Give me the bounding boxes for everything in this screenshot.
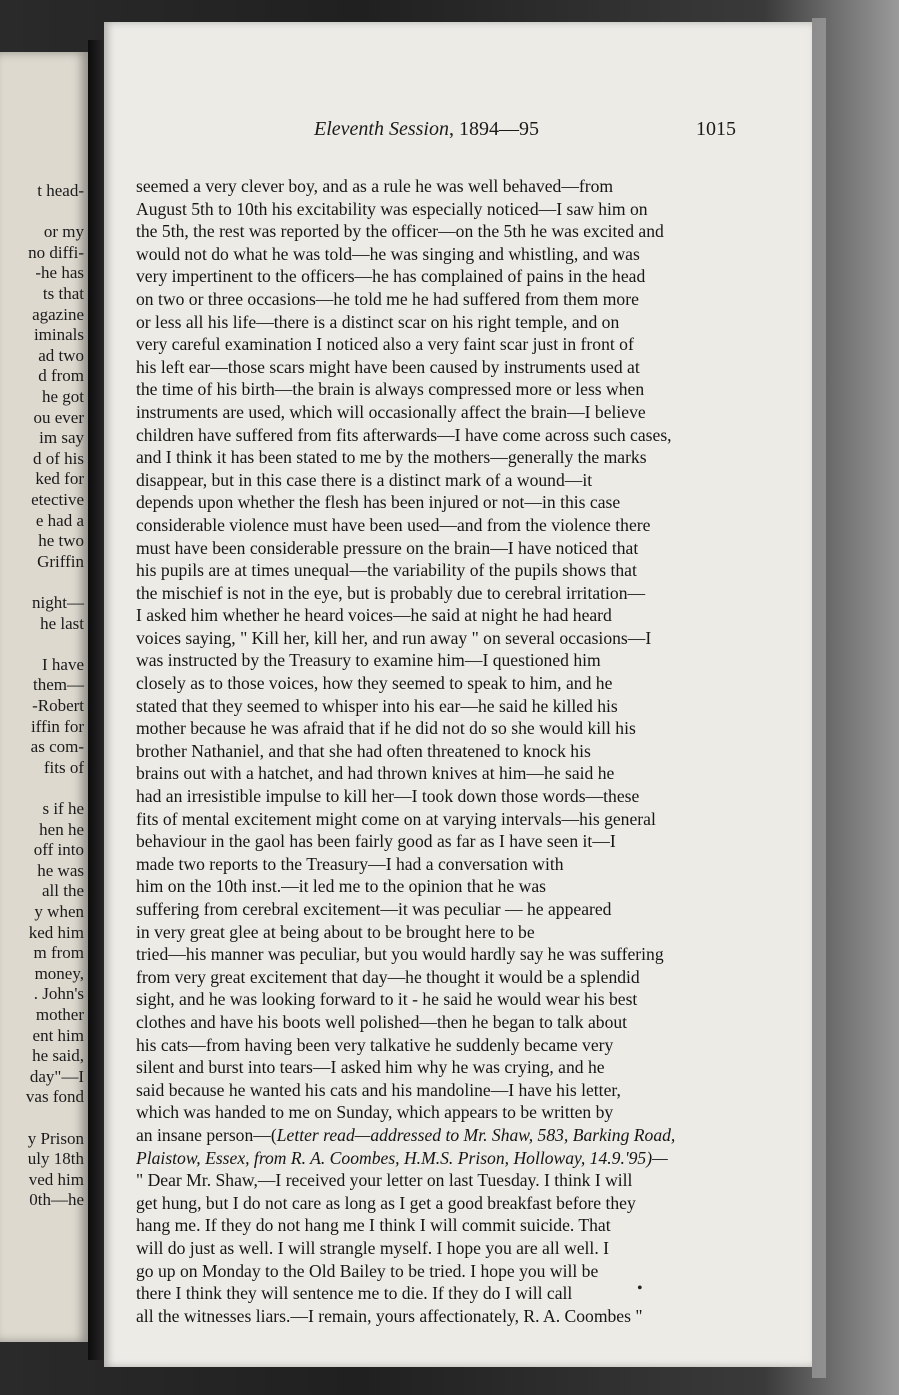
left-page-line: agazine — [32, 304, 84, 324]
text-line: would not do what he was told—he was singing and whistling, and was — [136, 243, 640, 264]
left-page-line: or my — [43, 222, 84, 242]
left-page-line: y Prison — [27, 1128, 84, 1148]
left-page-line: iminals — [33, 325, 84, 345]
text-line: very careful examination I noticed also a very faint scar just in front of — [136, 334, 634, 355]
left-page-line: as com- — [30, 737, 84, 757]
text-line: was instructed by the Treasury to examine him—I questioned him — [136, 650, 601, 671]
left-page-line: I have — [41, 654, 84, 674]
left-page-line: he was — [37, 860, 84, 880]
left-page-line: he said, — [32, 1046, 84, 1066]
text-line: on two or three occasions—he told me he had suffered from them more — [136, 288, 639, 309]
left-page-line: mother — [35, 1005, 84, 1024]
text-line: his cats—from having been very talkative he suddenly became very — [136, 1034, 614, 1055]
text-line: the 5th, the rest was reported by the officer—on the 5th he was excited and — [136, 221, 664, 242]
left-page-line: y when — [34, 902, 84, 921]
left-page-line: etective — [31, 490, 84, 509]
text-line: the mischief is not in the eye, but is probably due to cerebral irritation— — [136, 582, 646, 603]
text-line: and I think it has been stated to me by the mothers—generally the marks — [136, 447, 647, 468]
text-line: I asked him whether he heard voices—he said at night he had heard — [136, 605, 612, 626]
left-page-line: Griffin — [37, 551, 84, 571]
left-page-line: s if he — [42, 799, 84, 818]
text-line: instruments are used, which will occasionally affect the brain—I believe — [136, 401, 646, 422]
left-page-line: m from — [33, 943, 84, 963]
text-line: said because he wanted his cats and his mandoline—I have his letter, — [136, 1079, 621, 1100]
text-line: depends upon whether the flesh has been injured or not—in this case — [136, 492, 621, 513]
text-line: seemed a very clever boy, and as a rule he was well behaved—from — [136, 176, 614, 196]
text-line: behaviour in the gaol has been fairly good as far as I have seen it—I — [136, 831, 616, 852]
text-line: an insane person—(Letter read—addressed to Mr. Shaw, 583, Barking Road, — [136, 1124, 676, 1145]
page-number: 1015 — [696, 118, 736, 140]
text-line: go up on Monday to the Old Bailey to be tried. I hope you will be — [136, 1260, 599, 1281]
text-line: must have been considerable pressure on the brain—I have noticed that — [136, 537, 639, 558]
left-page-line: vas fond — [25, 1087, 84, 1107]
left-page-line: ent him — [32, 1025, 84, 1045]
left-page-fragment — [0, 52, 88, 1342]
text-line: will do just as well. I will strangle myself. I hope you are all well. I — [136, 1237, 609, 1258]
left-page-line: im say — [39, 428, 84, 448]
left-page-line: -Robert — [32, 696, 84, 715]
left-page-line: iffin for — [30, 716, 84, 736]
text-line: sight, and he was looking forward to it - he said he would wear his best — [136, 989, 638, 1010]
bottom-mark: • — [637, 1280, 643, 1297]
text-line: closely as to those voices, how they seemed to speak to him, and he — [136, 673, 613, 694]
text-line: the time of his birth—the brain is always compressed more or less when — [136, 379, 645, 400]
left-page-line: ved him — [28, 1169, 84, 1189]
text-line: disappear, but in this case there is a distinct mark of a wound—it — [136, 469, 593, 490]
session-years: , 1894—95 — [448, 118, 539, 140]
text-line: his left ear—those scars might have been caused by instruments used at — [136, 356, 640, 377]
text-line: brother Nathaniel, and that she had often threatened to knock his — [136, 740, 591, 761]
left-page-line: he two — [38, 531, 84, 551]
left-page-line: night— — [32, 593, 84, 612]
left-page-line: hen he — [39, 819, 84, 839]
text-line: his pupils are at times unequal—the variability of the pupils shows that — [136, 560, 637, 581]
text-line: hang me. If they do not hang me I think I will commit suicide. That — [136, 1215, 611, 1236]
text-line: suffering from cerebral excitement—it was peculiar — he appeared — [136, 899, 612, 919]
left-page-line: ts that — [42, 284, 84, 303]
left-page-line: 0th—he — [29, 1190, 84, 1210]
text-line: get hung, but I do not care as long as I get a good breakfast before they — [136, 1192, 636, 1213]
left-page-line: e had a — [35, 510, 84, 530]
text-line: very impertinent to the officers—he has complained of pains in the head — [136, 266, 646, 287]
text-line: which was handed to me on Sunday, which appears to be written by — [136, 1102, 614, 1123]
text-line: made two reports to the Treasury—I had a conversation with — [136, 853, 564, 874]
text-line: children have suffered from fits afterwards—I have come across such cases, — [136, 424, 672, 445]
body-text — [136, 175, 776, 1327]
text-line: voices saying, " Kill her, kill her, and run away " on several occasions—I — [136, 627, 652, 648]
left-page-line: off into — [33, 840, 84, 860]
text-line: there I think they will sentence me to die. If they do I will call — [136, 1283, 573, 1304]
left-page-line: ou ever — [33, 407, 84, 427]
text-line: " Dear Mr. Shaw,—I received your letter on last Tuesday. I think I will — [136, 1170, 633, 1191]
text-line: August 5th to 10th his excitability was especially noticed—I saw him on — [136, 198, 648, 219]
left-page-line: -he has — [35, 263, 84, 283]
text-line: him on the 10th inst.—it led me to the opinion that he was — [136, 876, 546, 897]
left-page-line: fits of — [43, 757, 84, 777]
text-line: from very great excitement that day—he thought it would be a splendid — [136, 966, 640, 987]
right-page — [104, 22, 812, 1367]
text-line: brains out with a hatchet, and had thrown knives at him—he said he — [136, 763, 615, 784]
running-head — [314, 118, 539, 141]
left-page-line: he got — [41, 387, 84, 406]
left-page-line: money, — [34, 963, 84, 983]
session-title: Eleventh Session — [314, 118, 449, 140]
text-line: stated that they seemed to whisper into his ear—he said he killed his — [136, 695, 618, 716]
left-page-line: ked him — [28, 922, 84, 942]
page-edge — [812, 18, 826, 1378]
text-line: considerable violence must have been used—and from the violence there — [136, 514, 651, 535]
left-page-line: he last — [40, 613, 84, 633]
left-page-line: all the — [41, 881, 84, 901]
text-line: in very great glee at being about to be brought here to be — [136, 921, 535, 942]
left-page-line: d of his — [33, 448, 84, 468]
left-page-line: ked for — [35, 469, 84, 489]
left-page-line: t head- — [37, 181, 84, 200]
text-line: had an irresistible impulse to kill her—I took down those words—these — [136, 786, 640, 807]
text-line: or less all his life—there is a distinct scar on his right temple, and on — [136, 311, 620, 332]
left-page-line: d from — [38, 366, 84, 386]
text-line: fits of mental excitement might come on at varying intervals—his general — [136, 808, 656, 829]
text-line: clothes and have his boots well polished—then he began to talk about — [136, 1011, 628, 1032]
left-page-line: ad two — [38, 345, 84, 365]
text-line: silent and burst into tears—I asked him why he was crying, and he — [136, 1057, 605, 1078]
left-page-line: uly 18th — [27, 1149, 84, 1169]
left-page-line: no diffi- — [28, 242, 84, 262]
left-page-line: day"—I — [29, 1066, 84, 1086]
text-line: mother because he was afraid that if he did not do so she would kill his — [136, 718, 636, 739]
text-line: Plaistow, Essex, from R. A. Coombes, H.M.S. Prison, Holloway, 14.9.'95)— — [136, 1147, 668, 1168]
left-page-line: . John's — [33, 984, 84, 1004]
left-page-line: them— — [33, 675, 84, 695]
text-line: all the witnesses liars.—I remain, yours affectionately, R. A. Coombes " — [136, 1305, 643, 1326]
text-line: tried—his manner was peculiar, but you would hardly say he was suffering — [136, 944, 664, 965]
